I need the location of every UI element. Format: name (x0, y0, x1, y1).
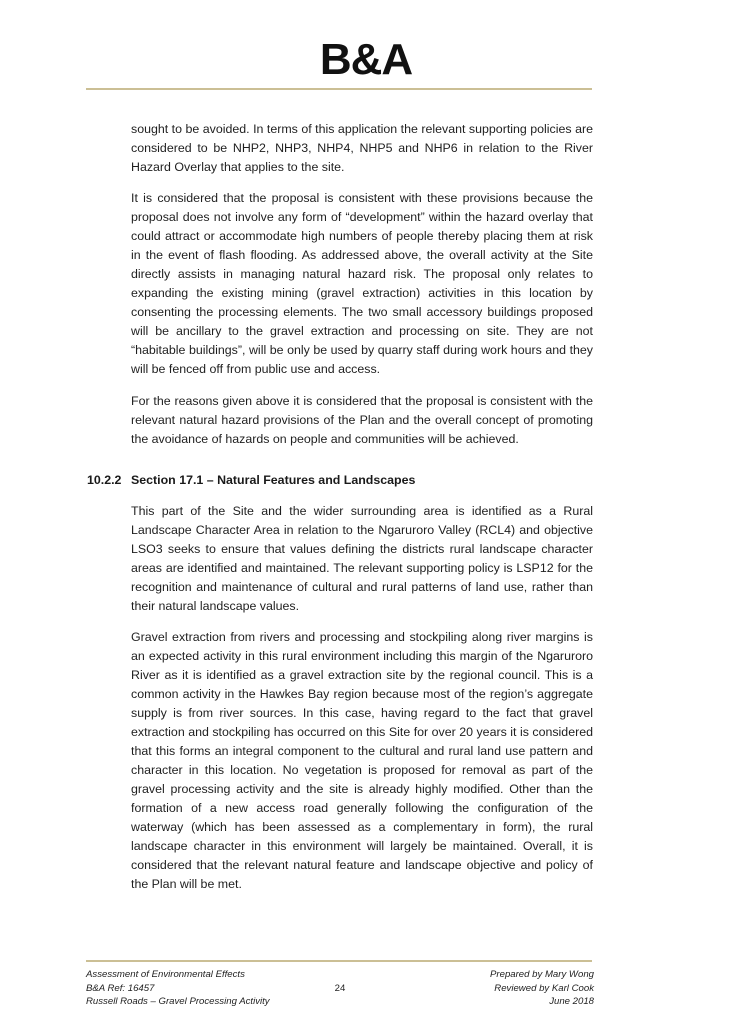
footer-doc-title: Assessment of Environmental Effects (86, 969, 245, 980)
body-paragraph-2: It is considered that the proposal is consistent with these provisions because the proposal does not involve any form of “development” within the hazard overlay that could attract or accommodate high numbers of people thereby placing them at risk in the event of flash flooding. As addressed above, the overall activity at the Site directly assists in managing natural hazard risk. The proposal only relates to expanding the existing mining (gravel extraction) activities in this location by consenting the processing elements. The two small accessory buildings proposed will be ancillary to the gravel extraction and processing on site. They are not “habitable buildings”, will be only be used by quarry staff during work hours and they will be fenced off from public use and access. (131, 191, 593, 376)
section-number: 10.2.2 (87, 473, 122, 487)
footer-reference: B&A Ref: 16457 (86, 982, 155, 994)
body-paragraph-4: This part of the Site and the wider surrounding area is identified as a Rural Landscape Character Area in relation to the Ngaruroro Valley (RCL4) and objective LSO3 seeks to ensure that values defining the districts rural landscape character areas are identified and maintained. The relevant supporting policy is LSP12 for the recognition and maintenance of cultural and rural patterns of land use, rather than their natural landscape values. (131, 504, 593, 613)
page-number: 24 (334, 982, 346, 994)
footer-project: Russell Roads – Gravel Processing Activity (86, 996, 270, 1007)
body-paragraph-5: Gravel extraction from rivers and processing and stockpiling along river margins is an expected activity in this rural environment including this margin of the Ngaruroro River as it is identified as a gravel extraction site by the regional council. This is a common activity in the Hawkes Bay region because most of the region’s aggregate supply is from river sources. In this case, having regard to the fact that gravel extraction and stockpiling has occurred on this Site for over 20 years it is considered that this forms an integral component to the cultural and rural land use pattern and character in this location. No vegetation is proposed for removal as part of the gravel processing activity and the site is already highly modified. Other than the formation of a new access road generally following the configuration of the waterway (which has been assessed as a complementary in form), the rural landscape character in this environment will largely be maintained. Overall, it is considered that the relevant natural feature and landscape objective and policy of the Plan will be met. (131, 630, 593, 891)
footer-reviewed-by: Reviewed by Karl Cook (494, 982, 594, 994)
section-title: Section 17.1 – Natural Features and Landscapes (131, 473, 416, 487)
footer-prepared-by: Prepared by Mary Wong (490, 969, 594, 980)
body-paragraph-1: sought to be avoided. In terms of this application the relevant supporting policies are considered to be NHP2, NHP3, NHP4, NHP5 and NHP6 in relation to the River Hazard Overlay that applies to the site. (131, 122, 593, 174)
footer-right (490, 968, 594, 1009)
footer-date: June 2018 (549, 996, 594, 1007)
company-logo: B&A (319, 35, 413, 84)
footer-divider (86, 960, 592, 962)
body-paragraph-3: For the reasons given above it is considered that the proposal is consistent with the relevant natural hazard provisions of the Plan and the overall concept of promoting the avoidance of hazards on people and communities will be achieved. (131, 394, 593, 446)
header-divider (86, 88, 592, 90)
section-heading (87, 471, 593, 490)
